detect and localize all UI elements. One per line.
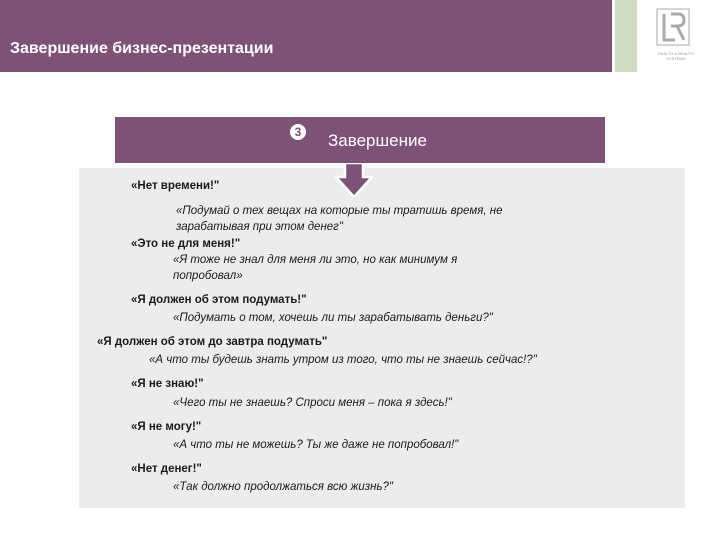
objection-text: «Я должен об этом подумать!" — [131, 294, 307, 306]
response-text: «А что ты будешь знать утром из того, что ты не знаешь сейчас!?" — [149, 354, 537, 366]
section-title: Завершение — [328, 131, 427, 150]
response-text: зарабатывая при этом денег" — [176, 221, 343, 233]
down-arrow-icon — [335, 163, 373, 199]
response-text: «Чего ты не знаешь? Спроси меня – пока я здесь!" — [173, 397, 452, 409]
objection-text: «Это не для меня!" — [131, 238, 241, 250]
logo-tagline: HEALTH & BEAUTY SYSTEMS — [657, 51, 695, 61]
response-text: «Я тоже не знал для меня ли это, но как минимум я — [173, 254, 458, 266]
header-bar — [0, 0, 612, 72]
objection-text: «Нет денег!" — [131, 463, 202, 475]
objection-text: «Я должен об этом до завтра подумать" — [97, 336, 328, 348]
header-accent-stripe — [615, 0, 637, 72]
response-text: попробовал» — [173, 270, 243, 282]
response-text: «Так должно продолжаться всю жизнь?" — [173, 481, 393, 493]
response-text: «А что ты не можешь? Ты же даже не попробовал!" — [173, 439, 459, 451]
objection-text: «Я не могу!" — [131, 421, 202, 433]
objection-text: «Нет времени!" — [131, 180, 220, 192]
page-title: Завершение бизнес-презентации — [10, 40, 274, 57]
section-number-badge: 3 — [290, 124, 306, 140]
response-text: «Подумать о том, хочешь ли ты зарабатывать деньги?" — [173, 312, 493, 324]
objection-text: «Я не знаю!" — [131, 378, 204, 390]
lr-logo-icon — [656, 8, 690, 46]
response-text: «Подумай о тех вещах на которые ты тратишь время, не — [176, 205, 503, 217]
